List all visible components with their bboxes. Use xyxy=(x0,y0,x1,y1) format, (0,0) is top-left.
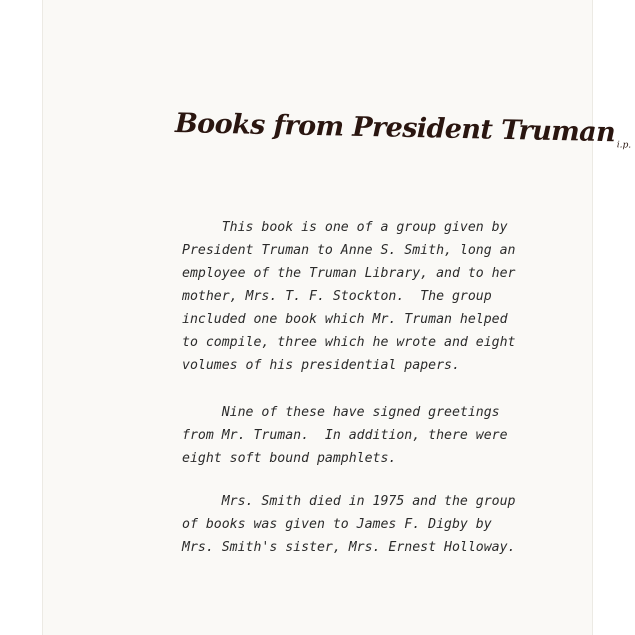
text-line: eight soft bound pamphlets. xyxy=(182,451,397,466)
text-line: mother, Mrs. T. F. Stockton. The group xyxy=(182,289,492,304)
text-line: Mrs. Smith's sister, Mrs. Ernest Holloway. xyxy=(182,540,516,555)
text-line: to compile, three which he wrote and eight xyxy=(182,335,516,350)
document-page xyxy=(42,0,632,635)
heading-text: Books from President Truman xyxy=(174,108,616,149)
text-line: from Mr. Truman. In addition, there were xyxy=(182,428,508,443)
text-line: Mrs. Smith died in 1975 and the group xyxy=(182,494,516,509)
text-line: of books was given to James F. Digby by xyxy=(182,517,492,532)
handwritten-heading xyxy=(175,108,632,151)
text-line: President Truman to Anne S. Smith, long an xyxy=(182,243,516,258)
text-line: This book is one of a group given by xyxy=(182,220,508,235)
text-line: employee of the Truman Library, and to her xyxy=(182,266,516,281)
text-line: volumes of his presidential papers. xyxy=(182,358,460,373)
heading-initials: i.p. xyxy=(616,140,632,151)
text-line: included one book which Mr. Truman helped xyxy=(182,312,508,327)
text-line: Nine of these have signed greetings xyxy=(182,405,500,420)
